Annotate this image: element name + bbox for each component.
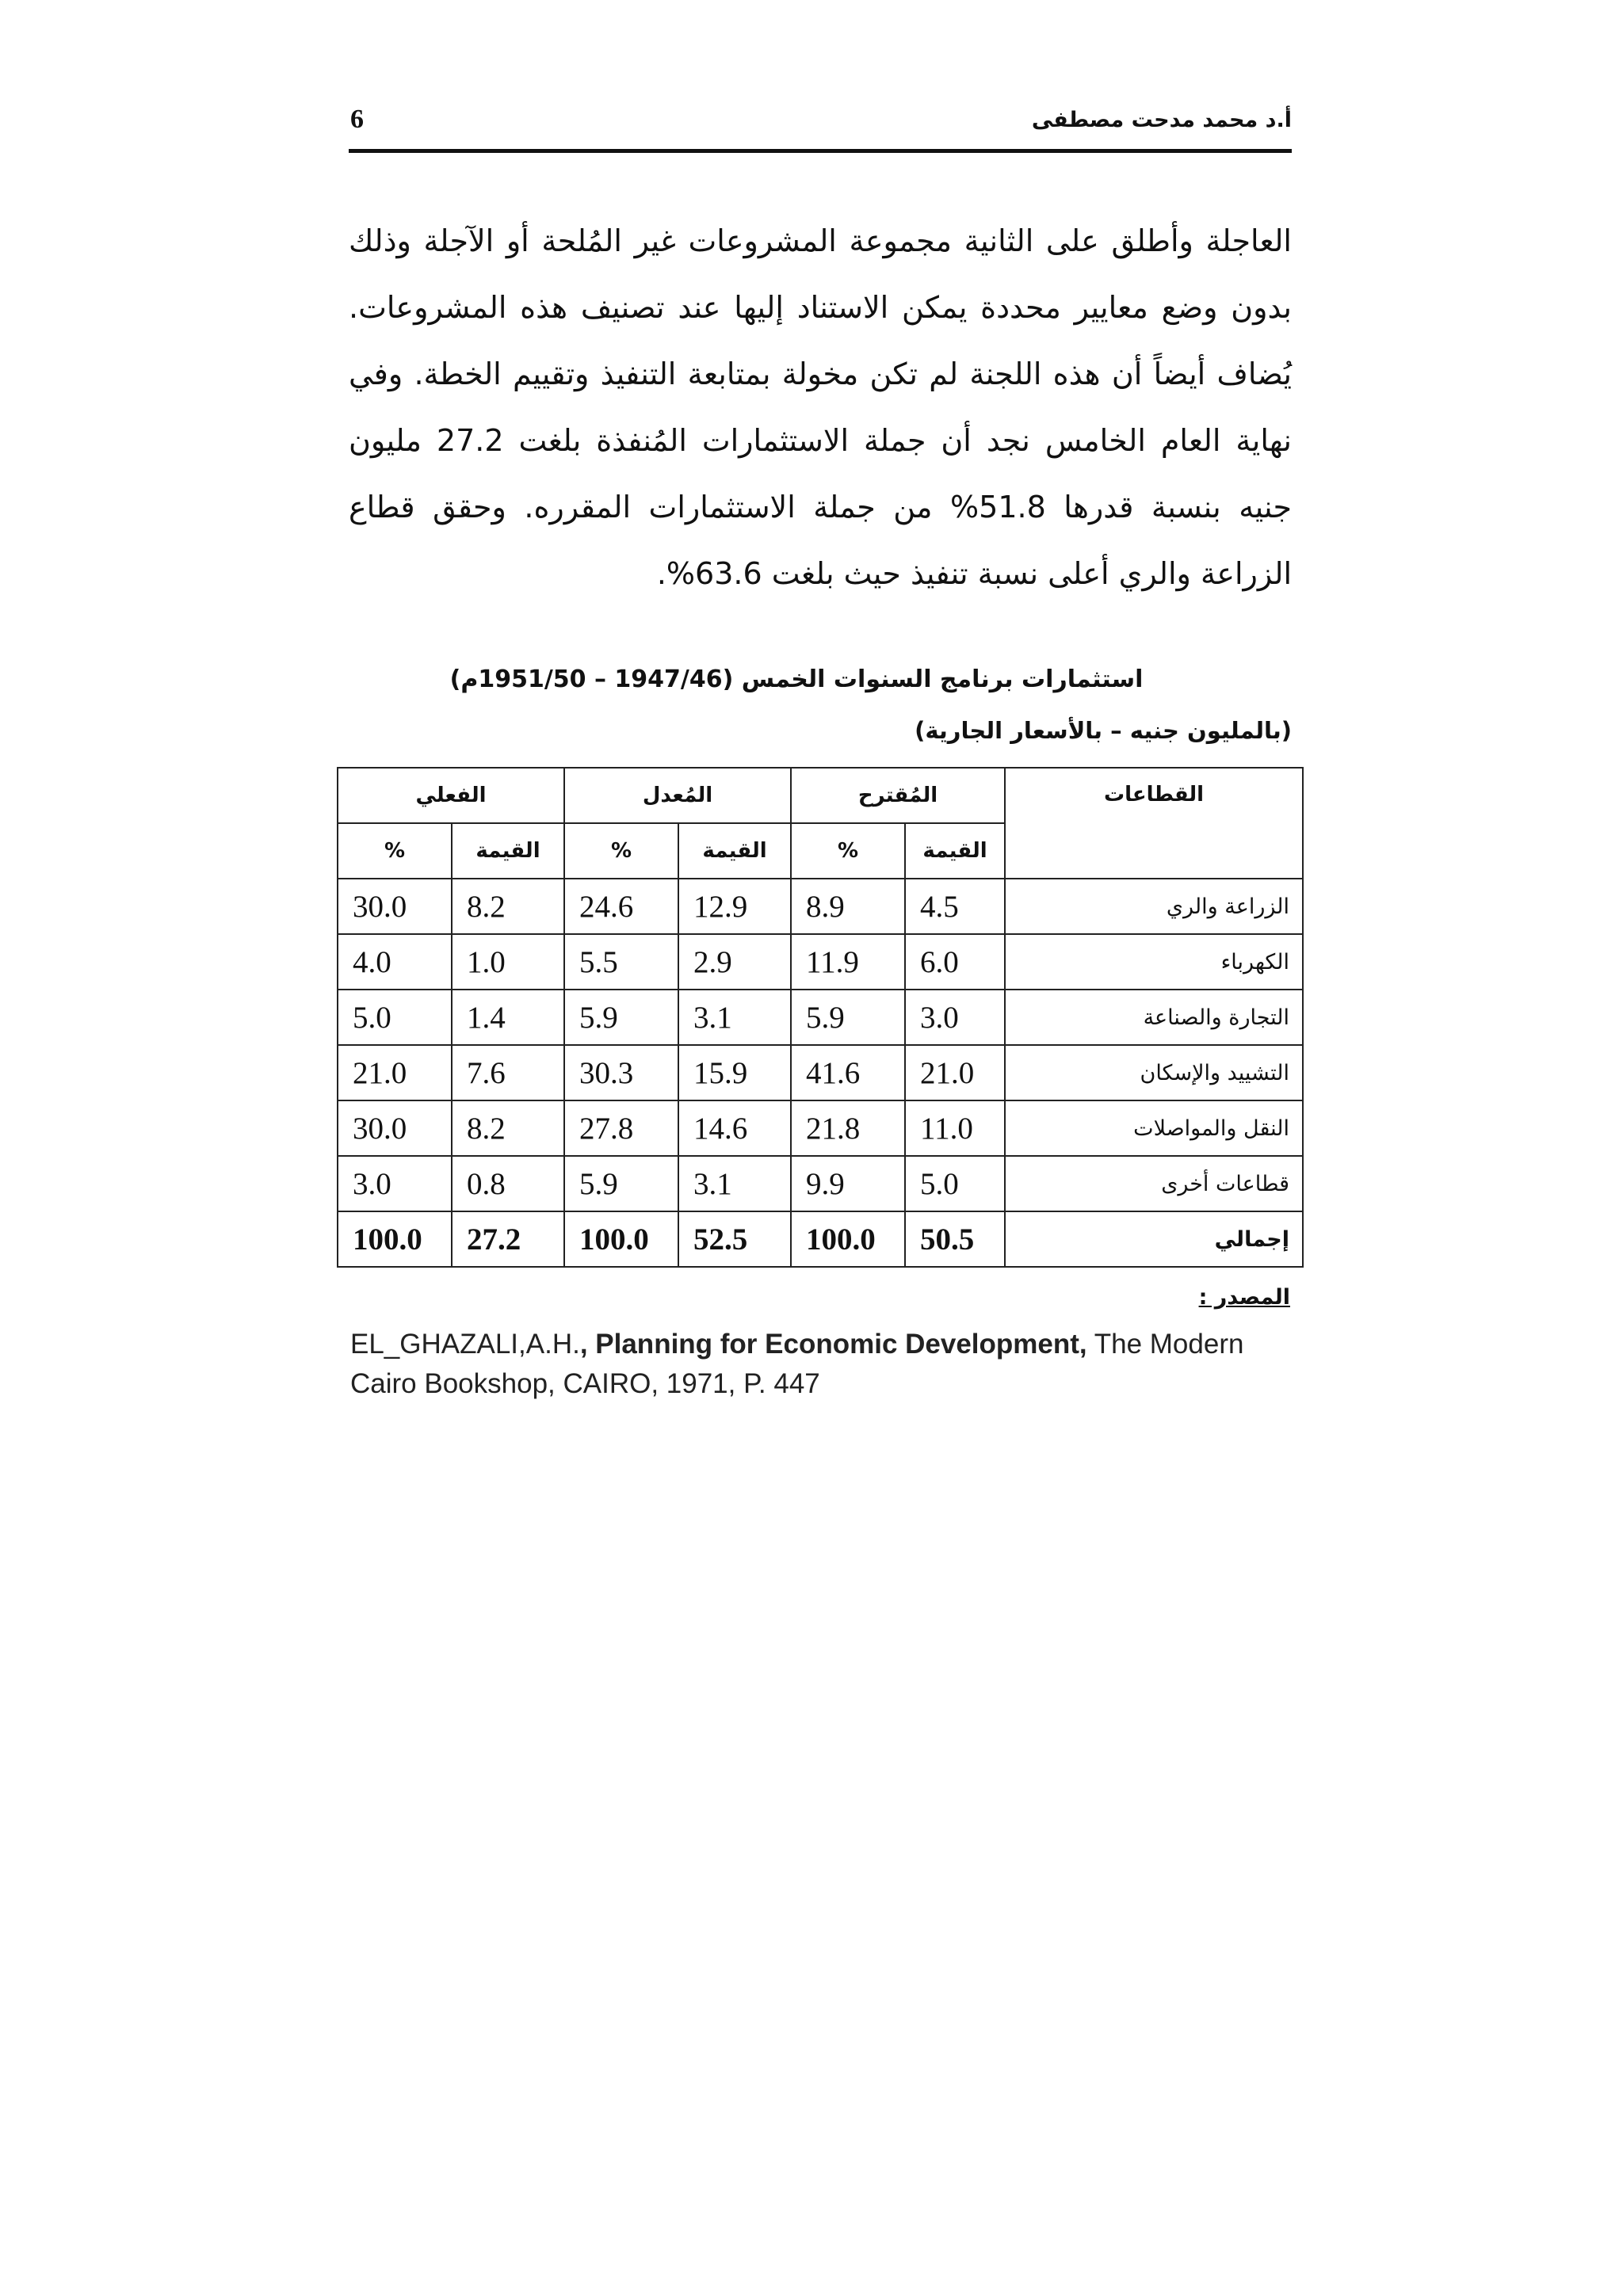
- table-header-row: [338, 768, 1303, 823]
- source-label: المصدر :: [1198, 1285, 1290, 1310]
- table-cell: 11.9: [791, 934, 905, 990]
- sector-name: التجارة والصناعة: [1005, 990, 1303, 1045]
- table-cell: 14.6: [678, 1100, 791, 1156]
- table-cell: 8.2: [452, 879, 564, 934]
- table-cell: 8.2: [452, 1100, 564, 1156]
- table-row: [338, 934, 1303, 990]
- table-row: [338, 1100, 1303, 1156]
- table-cell: 8.9: [791, 879, 905, 934]
- table-cell: 2.9: [678, 934, 791, 990]
- table-row: [338, 1156, 1303, 1211]
- table-total-row: [338, 1211, 1303, 1267]
- table-cell: 5.0: [905, 1156, 1005, 1211]
- source-title: , Planning for Economic Development,: [579, 1329, 1087, 1360]
- table-cell: 24.6: [564, 879, 678, 934]
- table-cell: 41.6: [791, 1045, 905, 1100]
- body-paragraph: العاجلة وأطلق على الثانية مجموعة المشروعات غير المُلحة أو الآجلة وذلك بدون وضع معايير محددة يمكن الاستناد إليها عند تصنيف هذه المشروعات. يُضاف أيضاً أن هذه اللجنة لم تكن مخولة بمتابعة التنفيذ وتقييم الخطة. وفي نهاية العام الخامس نجد أن جملة الاستثمارات المُنفذة بلغت 27.2 مليون جنيه بنسبة قدرها 51.8% من جملة الاستثمارات المقرره. وحقق قطاع الزراعة والري أعلى نسبة تنفيذ حيث بلغت 63.6%.: [349, 223, 1292, 591]
- sector-name: قطاعات أخرى: [1005, 1156, 1303, 1211]
- table-cell: 30.0: [338, 879, 452, 934]
- table-cell: 21.8: [791, 1100, 905, 1156]
- table-cell: 100.0: [791, 1211, 905, 1267]
- sector-name: النقل والمواصلات: [1005, 1100, 1303, 1156]
- subheader-percent: %: [338, 823, 452, 879]
- table-cell: 21.0: [338, 1045, 452, 1100]
- table-row: [338, 879, 1303, 934]
- table-cell: 100.0: [338, 1211, 452, 1267]
- table-cell: 3.1: [678, 990, 791, 1045]
- table-cell: 1.0: [452, 934, 564, 990]
- table-cell: 1.4: [452, 990, 564, 1045]
- table-cell: 3.1: [678, 1156, 791, 1211]
- investment-table: [337, 767, 1304, 1268]
- table-cell: 6.0: [905, 934, 1005, 990]
- page-number: 6: [350, 105, 364, 134]
- subheader-percent: %: [564, 823, 678, 879]
- table-cell: 12.9: [678, 879, 791, 934]
- table-cell: 5.9: [791, 990, 905, 1045]
- group-header-proposed: المُقترح: [791, 768, 1005, 823]
- header-author: أ.د محمد مدحت مصطفى: [1031, 108, 1292, 132]
- table-cell: 21.0: [905, 1045, 1005, 1100]
- table-cell: 15.9: [678, 1045, 791, 1100]
- source-author: EL_GHAZALI,A.H.: [350, 1329, 580, 1360]
- table-cell: 11.0: [905, 1100, 1005, 1156]
- sector-name: الكهرباء: [1005, 934, 1303, 990]
- table-cell: 50.5: [905, 1211, 1005, 1267]
- table-cell: 5.5: [564, 934, 678, 990]
- running-header: [349, 101, 1292, 153]
- group-header-actual: الفعلي: [338, 768, 564, 823]
- sector-column-header: القطاعات: [1005, 768, 1303, 879]
- table-cell: 100.0: [564, 1211, 678, 1267]
- sector-name: الزراعة والري: [1005, 879, 1303, 934]
- table-cell: 4.0: [338, 934, 452, 990]
- table-cell: 30.3: [564, 1045, 678, 1100]
- table-row: [338, 1045, 1303, 1100]
- sector-name: التشييد والإسكان: [1005, 1045, 1303, 1100]
- group-header-revised: المُعدل: [564, 768, 791, 823]
- table-cell: 3.0: [905, 990, 1005, 1045]
- subheader-percent: %: [791, 823, 905, 879]
- table-cell: 0.8: [452, 1156, 564, 1211]
- table-row: [338, 990, 1303, 1045]
- table-cell: 30.0: [338, 1100, 452, 1156]
- table-unit-note: (بالمليون جنيه – بالأسعار الجارية): [915, 717, 1292, 744]
- subheader-value: القيمة: [452, 823, 564, 879]
- table-cell: 52.5: [678, 1211, 791, 1267]
- table-title: استثمارات برنامج السنوات الخمس (1947/46 – 1951/50م): [449, 666, 1144, 693]
- table-cell: 5.9: [564, 1156, 678, 1211]
- table-cell: 9.9: [791, 1156, 905, 1211]
- table-cell: 5.0: [338, 990, 452, 1045]
- table-cell: 3.0: [338, 1156, 452, 1211]
- table-cell: 7.6: [452, 1045, 564, 1100]
- source-publisher: The Modern Cairo Bookshop, CAIRO, 1971, P. 447: [350, 1329, 1244, 1399]
- table-cell: 5.9: [564, 990, 678, 1045]
- table-cell: 27.8: [564, 1100, 678, 1156]
- table-cell: 4.5: [905, 879, 1005, 934]
- subheader-value: القيمة: [678, 823, 791, 879]
- table-cell: 27.2: [452, 1211, 564, 1267]
- total-label: إجمالي: [1005, 1211, 1303, 1267]
- subheader-value: القيمة: [905, 823, 1005, 879]
- source-citation: [350, 1325, 1317, 1404]
